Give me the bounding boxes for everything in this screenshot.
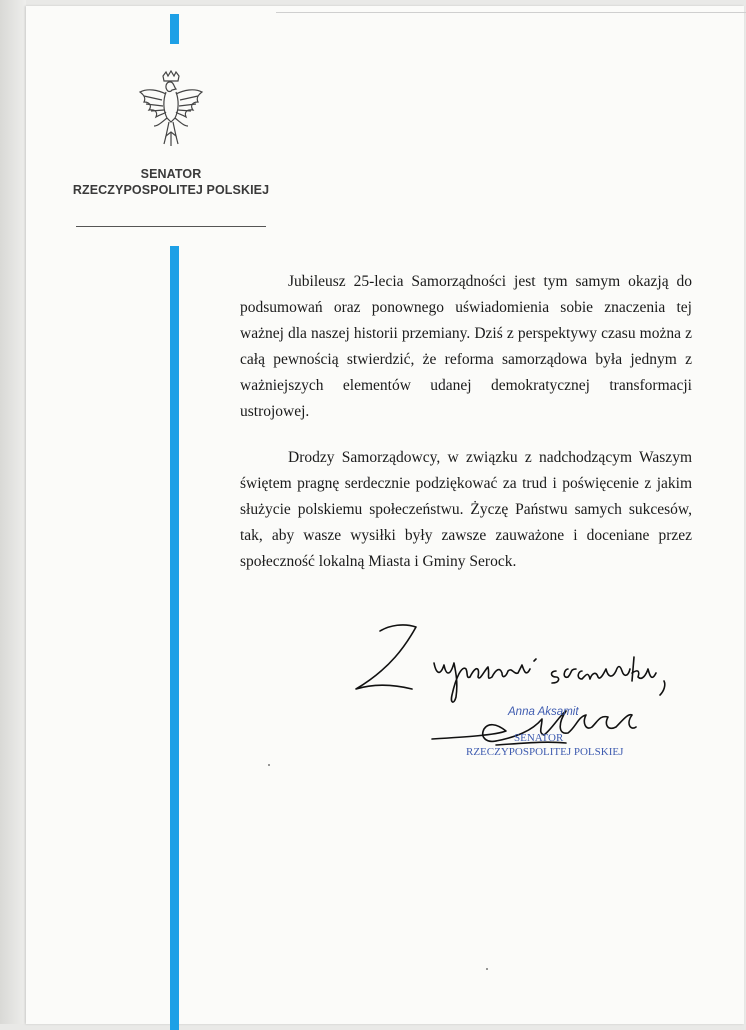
- sender-line-country: RZECZYPOSPOLITEJ POLSKIEJ: [72, 183, 270, 197]
- letter-page: [26, 6, 744, 1024]
- letter-paragraph: Jubileusz 25-lecia Samorządności jest tym samym okazją do podsumowań oraz ponownego uświadomienia sobie znaczenia tej ważnej dla naszej historii przemiany. Dziś z perspektywy czasu można z całą pewnością stwierdzić, że reforma samorządowa była jednym z ważniejszych elementów udanej demokratycznej transformacji ustrojowej.: [240, 273, 692, 420]
- sender-divider: [76, 226, 266, 227]
- scan-speck: [268, 764, 270, 766]
- letter-paragraph: Drodzy Samorządowcy, w związku z nadchodzącym Waszym świętem pragnę serdecznie podziękować za trud i poświęcenie z jakim służycie polskiemu społeczeństwu. Życzę Państwu samych sukcesów, tak, aby wasze wysiłki były zawsze zauważone i doceniane przez społeczność lokalną Miasta i Gminy Serock.: [240, 449, 692, 570]
- accent-bar-top: [170, 14, 179, 44]
- stamp-title: SENATOR: [514, 732, 564, 744]
- sender-line-senator: SENATOR: [140, 167, 202, 181]
- sender-title: [66, 166, 276, 198]
- senator-stamp: [428, 706, 668, 766]
- letter-body: [240, 269, 692, 595]
- stamp-name: Anna Aksamit: [508, 706, 579, 718]
- scan-speck: [486, 968, 488, 970]
- top-rule: [276, 12, 746, 13]
- white-eagle-emblem-icon: [136, 70, 206, 148]
- accent-bar: [170, 246, 179, 1030]
- stamp-subtitle: RZECZYPOSPOLITEJ POLSKIEJ: [466, 746, 624, 758]
- scan-edge: [0, 0, 26, 1024]
